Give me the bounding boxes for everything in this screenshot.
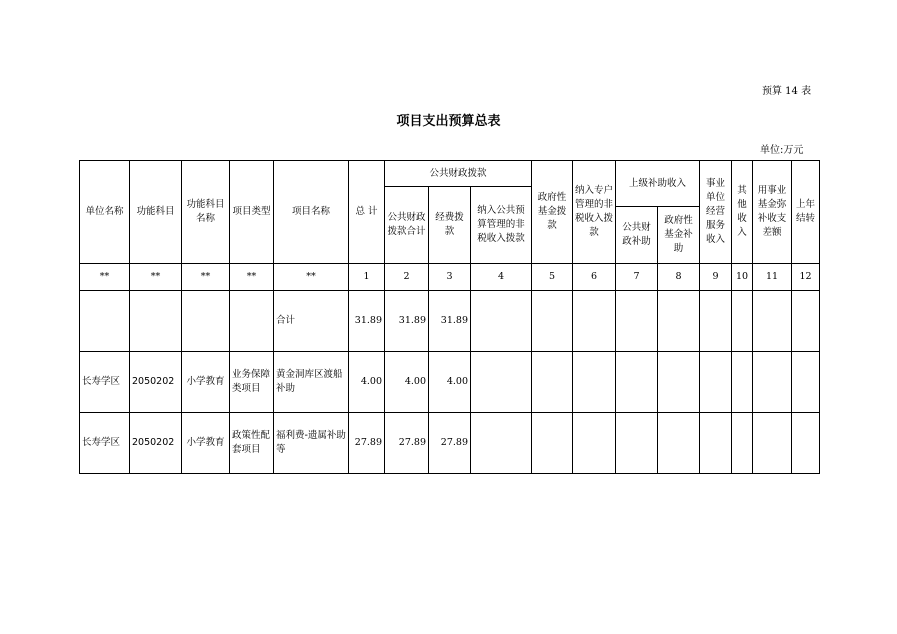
index-cell: 11 xyxy=(753,264,792,291)
table-row xyxy=(80,413,820,474)
cell-empty xyxy=(792,352,820,413)
cell-empty xyxy=(532,413,573,474)
cell-unit: 长寿学区 xyxy=(80,413,130,474)
cell-empty xyxy=(471,291,532,352)
header-gov-fund-subsidy: 政府性基金补助 xyxy=(658,207,700,264)
unit-label: 单位:万元 xyxy=(760,145,804,156)
cell-empty xyxy=(700,291,732,352)
table-row xyxy=(80,352,820,413)
header-public-finance-total: 公共财政拨款合计 xyxy=(385,187,429,264)
cell-empty xyxy=(532,352,573,413)
header-row-1 xyxy=(80,161,820,187)
cell-empty xyxy=(732,291,753,352)
table-row-total xyxy=(80,291,820,352)
cell-code: 2050202 xyxy=(130,413,182,474)
cell-unit: 长寿学区 xyxy=(80,352,130,413)
cell-empty xyxy=(792,291,820,352)
header-fund-offset: 用事业基金弥补收支差额 xyxy=(753,161,792,264)
header-public-finance: 公共财政拨款 xyxy=(385,161,532,187)
cell-empty xyxy=(732,413,753,474)
cell-empty xyxy=(700,352,732,413)
cell-name: 合计 xyxy=(274,291,349,352)
header-other-income: 其他收入 xyxy=(732,161,753,264)
cell-total: 31.89 xyxy=(349,291,385,352)
index-cell: ** xyxy=(274,264,349,291)
index-cell: ** xyxy=(80,264,130,291)
index-cell: 4 xyxy=(471,264,532,291)
header-operating-income: 事业单位经营服务收入 xyxy=(700,161,732,264)
cell-expense: 27.89 xyxy=(429,413,471,474)
cell-subject xyxy=(182,291,230,352)
cell-name: 福利费-遗属补助等 xyxy=(274,413,349,474)
index-cell: ** xyxy=(230,264,274,291)
form-number: 预算 14 表 xyxy=(762,86,812,97)
cell-empty xyxy=(753,352,792,413)
cell-empty xyxy=(616,352,658,413)
cell-code xyxy=(130,291,182,352)
cell-name: 黄金洞库区渡船补助 xyxy=(274,352,349,413)
cell-empty xyxy=(753,291,792,352)
header-expense-fund: 经费拨款 xyxy=(429,187,471,264)
cell-unit xyxy=(80,291,130,352)
index-cell: 6 xyxy=(573,264,616,291)
cell-type: 业务保障类项目 xyxy=(230,352,274,413)
cell-code: 2050202 xyxy=(130,352,182,413)
index-cell: 2 xyxy=(385,264,429,291)
cell-expense: 4.00 xyxy=(429,352,471,413)
header-project-type: 项目类型 xyxy=(230,161,274,264)
budget-table xyxy=(79,160,820,474)
cell-empty xyxy=(471,413,532,474)
cell-pf-total: 31.89 xyxy=(385,291,429,352)
cell-pf-total: 4.00 xyxy=(385,352,429,413)
cell-total: 27.89 xyxy=(349,413,385,474)
index-row xyxy=(80,264,820,291)
header-func-subject-name: 功能科目名称 xyxy=(182,161,230,264)
index-cell: 12 xyxy=(792,264,820,291)
index-cell: 5 xyxy=(532,264,573,291)
index-cell: 7 xyxy=(616,264,658,291)
cell-empty xyxy=(616,413,658,474)
header-superior-subsidy: 上级补助收入 xyxy=(616,161,700,207)
cell-empty xyxy=(732,352,753,413)
cell-empty xyxy=(658,291,700,352)
cell-empty xyxy=(700,413,732,474)
header-project-name: 项目名称 xyxy=(274,161,349,264)
cell-empty xyxy=(573,352,616,413)
page-title: 项目支出预算总表 xyxy=(396,114,501,129)
cell-total: 4.00 xyxy=(349,352,385,413)
header-carryover: 上年结转 xyxy=(792,161,820,264)
index-cell: ** xyxy=(130,264,182,291)
index-cell: 9 xyxy=(700,264,732,291)
header-total: 总 计 xyxy=(349,161,385,264)
cell-empty xyxy=(573,413,616,474)
cell-empty xyxy=(573,291,616,352)
index-cell: 3 xyxy=(429,264,471,291)
header-unit-name: 单位名称 xyxy=(80,161,130,264)
index-cell: 8 xyxy=(658,264,700,291)
header-public-finance-subsidy: 公共财政补助 xyxy=(616,207,658,264)
index-cell: ** xyxy=(182,264,230,291)
cell-type: 政策性配套项目 xyxy=(230,413,274,474)
header-non-tax-public: 纳入公共预算管理的非税收入拨款 xyxy=(471,187,532,264)
cell-empty xyxy=(616,291,658,352)
index-cell: 10 xyxy=(732,264,753,291)
cell-empty xyxy=(658,413,700,474)
header-func-subject: 功能科目 xyxy=(130,161,182,264)
cell-empty xyxy=(471,352,532,413)
cell-empty xyxy=(658,352,700,413)
cell-subject: 小学教育 xyxy=(182,413,230,474)
header-special-non-tax: 纳入专户管理的非税收入拨款 xyxy=(573,161,616,264)
cell-type xyxy=(230,291,274,352)
cell-pf-total: 27.89 xyxy=(385,413,429,474)
cell-expense: 31.89 xyxy=(429,291,471,352)
index-cell: 1 xyxy=(349,264,385,291)
cell-empty xyxy=(753,413,792,474)
cell-empty xyxy=(792,413,820,474)
cell-subject: 小学教育 xyxy=(182,352,230,413)
cell-empty xyxy=(532,291,573,352)
header-gov-fund: 政府性基金拨款 xyxy=(532,161,573,264)
